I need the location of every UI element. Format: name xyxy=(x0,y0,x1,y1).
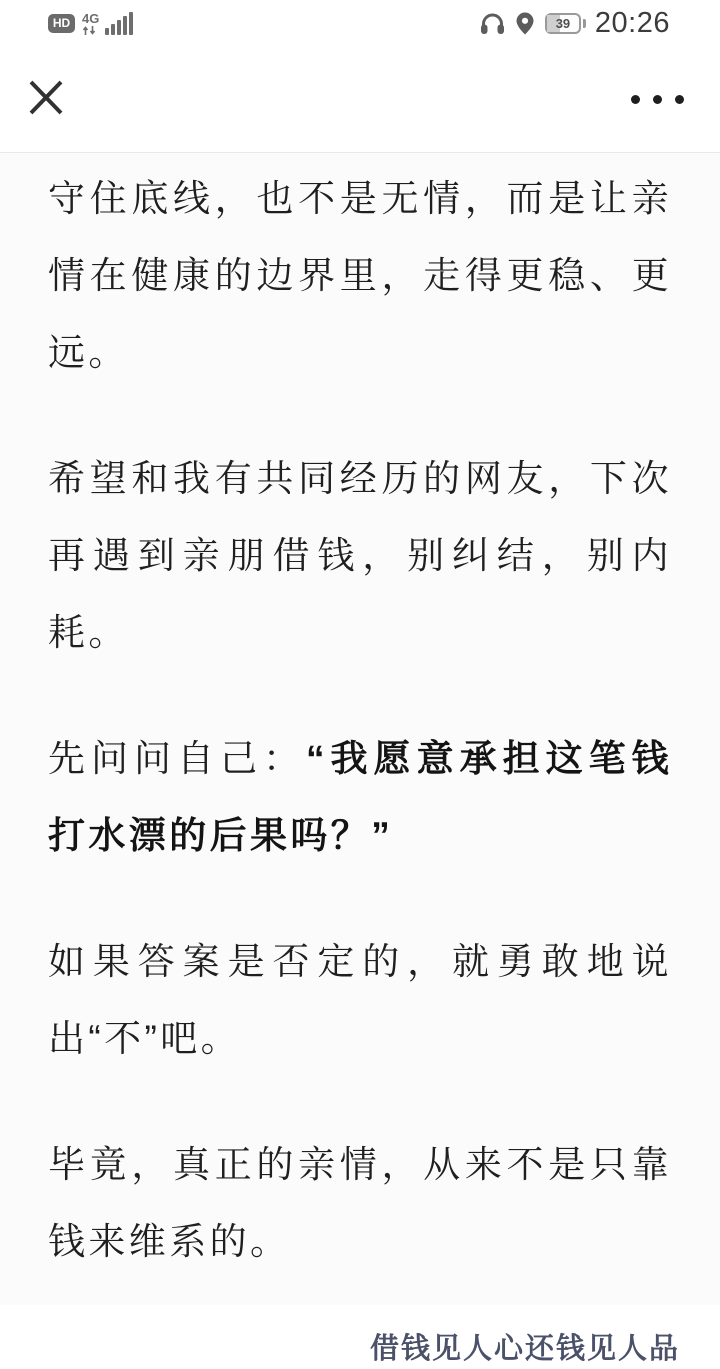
network-indicator xyxy=(82,12,99,35)
battery-percent: 39 xyxy=(555,15,571,31)
hd-icon: HD xyxy=(48,14,75,33)
signal-strength-icon xyxy=(103,11,133,35)
battery-cap xyxy=(583,19,586,28)
headphones-icon xyxy=(480,12,505,35)
paragraph-bold-segment: “我愿意承担这笔钱打水漂的后果吗？” xyxy=(48,738,672,856)
paragraph xyxy=(48,440,672,671)
paragraph-segment: 如果答案是否定的，就勇敢地说出“不”吧。 xyxy=(48,941,672,1059)
paragraph xyxy=(48,923,672,1077)
clipped-next-line: 借钱见人心还钱见人品 xyxy=(370,1333,681,1365)
status-bar-left xyxy=(48,11,133,35)
article-content xyxy=(0,153,720,1365)
paragraph-segment: 守住底线，也不是无情，而是让亲情在健康的边界里，走得更稳、更远。 xyxy=(48,178,672,373)
status-bar-right xyxy=(469,7,670,40)
network-arrows-icon xyxy=(82,26,98,35)
close-button[interactable] xyxy=(28,79,64,119)
close-icon xyxy=(28,79,64,119)
more-menu-button[interactable] xyxy=(631,95,684,104)
paragraph-segment: 希望和我有共同经历的网友，下次再遇到亲朋借钱，别纠结，别内耗。 xyxy=(48,458,672,653)
location-icon xyxy=(516,12,534,35)
battery-icon xyxy=(545,13,586,34)
network-type-label: 4G xyxy=(82,10,100,26)
paragraph-segment: 毕竟，真正的亲情，从来不是只靠钱来维系的。 xyxy=(48,1144,672,1262)
paragraph xyxy=(48,1126,672,1280)
paragraph-segment: 先问问自己： xyxy=(48,738,307,779)
paragraph xyxy=(48,720,672,874)
paragraph xyxy=(48,160,672,391)
header-bar xyxy=(0,46,720,152)
article-body xyxy=(48,160,672,1280)
status-bar xyxy=(0,0,720,46)
clock-time: 20:26 xyxy=(594,6,670,39)
more-dots-icon xyxy=(631,95,684,104)
